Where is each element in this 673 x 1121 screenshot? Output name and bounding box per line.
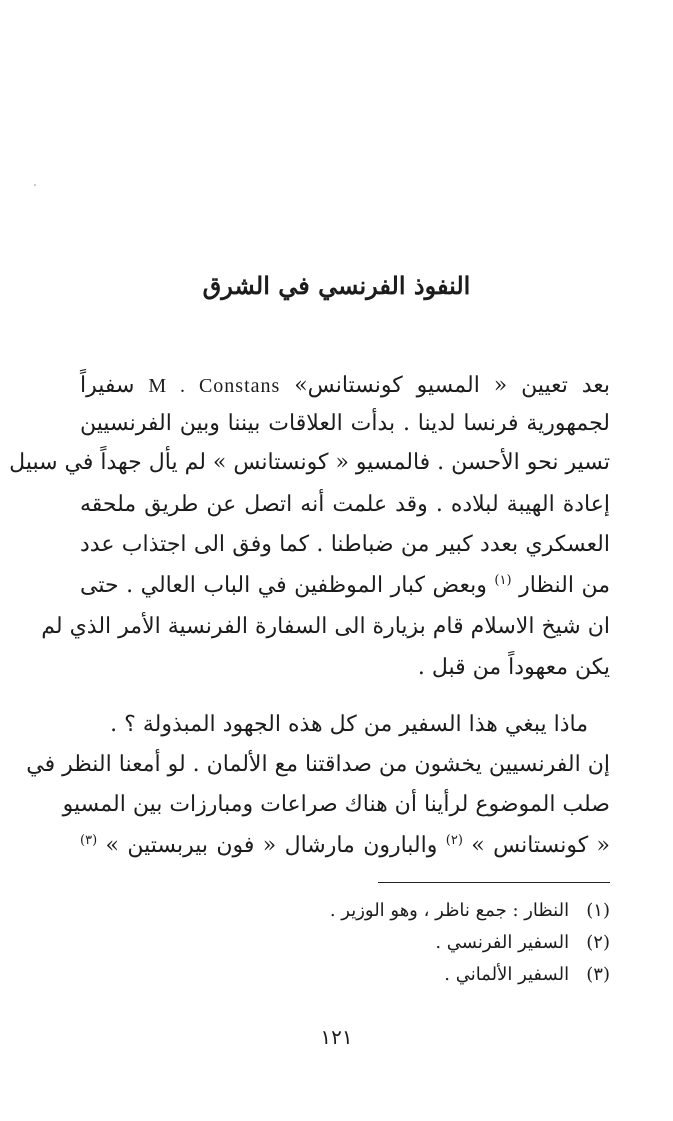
footnote-ref-2: (٢) (445, 833, 463, 848)
footnote-text: النظار : جمع ناظر ، وهو الوزير . (329, 900, 570, 921)
line-text-after: وبعض كبار الموظفين في الباب العالي . حتى (80, 573, 487, 598)
paragraph-1-line-5: العسكري بعدد كبير من ضباطنا . كما وفق الى اجتذاب عدد (80, 532, 610, 557)
page-number: ١٢١ (320, 1025, 353, 1049)
footnote-2 (80, 928, 610, 958)
line-text-part-1: « كونستانس » (471, 833, 611, 858)
footnote-text: السفير الألماني . (444, 964, 570, 985)
footnote-number: (١) (586, 900, 610, 921)
line-text-part-2: والبارون مارشال « فون بيربستين » (105, 833, 438, 858)
footnote-1 (80, 896, 610, 926)
paragraph-1-line-3: تسير نحو الأحسن . فالمسيو « كونستانس » لم يأل جهداً في سبيل (9, 450, 610, 475)
footnote-text: السفير الفرنسي . (435, 932, 570, 953)
paragraph-2-line-4 (80, 826, 610, 866)
footnote-ref-1: (١) (494, 573, 512, 588)
paragraph-2-line-3: صلب الموضوع لرأينا أن هناك صراعات ومبارزات بين المسيو (62, 792, 610, 817)
paper-speck (34, 184, 36, 186)
latin-name: M . Constans (148, 375, 281, 397)
paragraph-1-line-1 (80, 366, 610, 406)
footnote-number: (٣) (586, 964, 610, 985)
paragraph-1-line-7: ان شيخ الاسلام قام بزيارة الى السفارة الفرنسية الأمر الذي لم (41, 614, 610, 639)
paragraph-2-line-1: ماذا يبغي هذا السفير من كل هذه الجهود المبذولة ؟ . (110, 712, 588, 737)
footnote-3 (80, 960, 610, 990)
line-text-before: بعد تعيين « المسيو كونستانس» (294, 373, 611, 398)
page-title: النفوذ الفرنسي في الشرق (202, 271, 471, 300)
footnote-separator (378, 882, 610, 883)
paragraph-1-line-8: يكن معهوداً من قبل . (417, 655, 610, 680)
footnote-ref-3: (٣) (80, 833, 98, 848)
paragraph-1-line-2: لجمهورية فرنسا لدينا . بدأت العلاقات بيننا وبين الفرنسيين (80, 411, 610, 436)
paragraph-2-line-2: إن الفرنسيين يخشون من صداقتنا مع الألمان . لو أمعنا النظر في (26, 752, 610, 777)
paragraph-1-line-6 (80, 566, 610, 606)
line-text-before: من النظار (519, 573, 611, 598)
paragraph-1-line-4: إعادة الهيبة لبلاده . وقد علمت أنه اتصل عن طريق ملحقه (80, 492, 610, 517)
line-text-after: سفيراً (80, 373, 135, 398)
footnote-number: (٢) (586, 932, 610, 953)
